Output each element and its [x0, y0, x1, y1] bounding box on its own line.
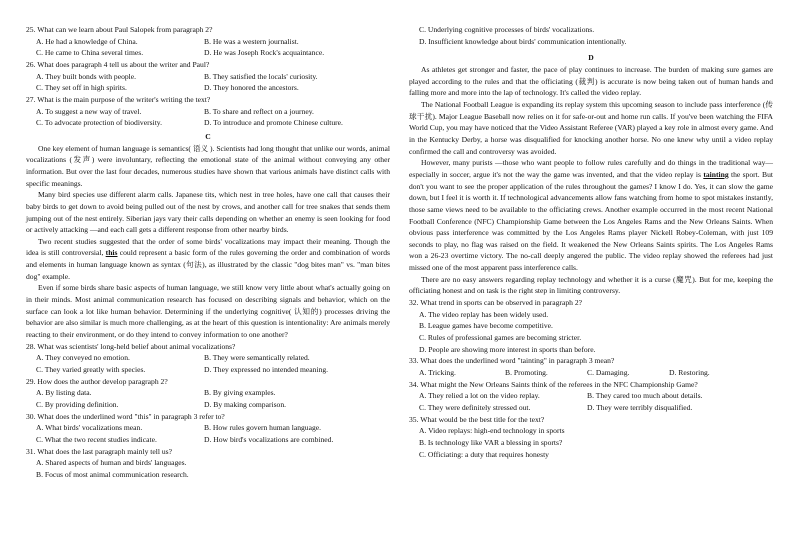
option-d: D. They honored the ancestors. [204, 83, 299, 93]
options-row [26, 71, 390, 83]
option-a: A. What birds' vocalizations mean. [36, 423, 143, 433]
option-d: D. People are showing more interest in sports than before. [419, 344, 596, 354]
option-b: B. By giving examples. [204, 388, 276, 398]
option-c: C. They were definitely stressed out. [419, 403, 531, 412]
question-stem: 30. What does the underlined word "this" in paragraph 3 refer to? [26, 411, 225, 421]
question-stem: 33. What does the underlined word "tainting" in paragraph 3 mean? [409, 356, 615, 366]
option-c: C. Underlying cognitive processes of birds' vocalizations. [419, 25, 595, 34]
option-c: C. They varied greatly with species. [36, 365, 146, 375]
options-row [26, 47, 390, 59]
options-row [26, 399, 390, 411]
option-b: B. They cared too much about details. [587, 391, 703, 401]
options-row [409, 402, 773, 414]
option-b: B. To share and reflect on a journey. [204, 106, 314, 116]
question-stem: 34. What might the New Orleans Saints think of the referees in the NFC Championship Game? [409, 379, 698, 389]
option-d: D. They were terribly disqualified. [587, 403, 693, 412]
question-stem: 31. What does the last paragraph mainly tell us? [26, 446, 172, 456]
option-a: A. The video replay has been widely used. [419, 309, 549, 319]
passage-paragraph: Many bird species use different alarm calls. Japanese tits, which nest in tree holes, have one call that causes their baby birds to get down to avoid being pulled out of the nest by crows, and another call for tree snakes that sends them jumping out of the nest entirely. Siberian jays vary their calls depending on whether an enemy is seen looking for food or actively attacking —and each call gets a different response from other nearby birds. [26, 190, 390, 235]
option-c: C. They set off in high spirits. [36, 83, 127, 93]
passage-text: However, many purists —those who want people to follow rules carefully and do things in the traditional way—especially in soccer, argue it's not the way the game was invented, and that the video replay is [409, 158, 773, 179]
options-row [26, 434, 390, 446]
option-b: B. He was a western journalist. [204, 36, 299, 46]
option-b: B. League games have become competitive. [419, 321, 553, 331]
options-row [26, 106, 390, 118]
option-b: B. They satisfied the locals' curiosity. [204, 71, 318, 81]
option-b: B. How rules govern human language. [204, 423, 322, 433]
question-stem: 26. What does paragraph 4 tell us about the writer and Paul? [26, 59, 210, 69]
option-c: C. By providing definition. [36, 400, 119, 409]
passage-paragraph: The National Football League is expanding its replay system this upcoming season to include pass interference (传球干扰). Major League Baseball now relies on it for safe-or-out and home run calls. If you've been watching the FIFA World Cup, you may have noticed that the Video Assistant Referee (VAR) played a key role in almost every game. And in the Kentucky Derby, a horse was disqualified for knocking another horse. No one knew why until a video replay confirmed the call and controversy was avoided. [409, 99, 773, 156]
option-c: C. What the two recent studies indicate. [36, 434, 157, 444]
left-column [26, 24, 390, 481]
underlined-word: tainting [703, 169, 729, 179]
option-a: A. Video replays: high-end technology in sports [419, 426, 565, 436]
options-row [26, 364, 390, 376]
passage-text: could represent a basic form of the rules governing the order and combination of words and elements in human language known as syntax (句法), as illustrated by the classic "dog bites man" vs. "man bites dog" example. [26, 248, 391, 281]
question-stem: 35. What would be the best title for the text? [409, 414, 545, 424]
option-d: D. He was Joseph Rock's acquaintance. [204, 48, 325, 58]
right-column [409, 24, 773, 460]
option-c: C. To advocate protection of biodiversity. [36, 118, 163, 128]
option-b: B. Promoting. [505, 368, 548, 378]
passage-text: Two recent studies suggested that the order of some birds' vocalizations may impact their meaning. Though the idea is still controversial, [26, 236, 390, 258]
question-stem: 27. What is the main purpose of the writer's writing the text? [26, 94, 211, 104]
options-row [26, 352, 390, 364]
options-row [26, 387, 390, 399]
option-b: B. They were semantically related. [204, 353, 310, 363]
options-row [26, 422, 390, 434]
option-c: C. He came to China several times. [36, 48, 144, 58]
question-stem: 29. How does the author develop paragraph 2? [26, 376, 168, 386]
option-a: A. They relied a lot on the video replay. [419, 391, 540, 401]
question-stem: 28. What was scientists' long-held belief about animal vocalizations? [26, 341, 236, 351]
options-row [409, 390, 773, 402]
option-a: A. Shared aspects of human and birds' languages. [36, 458, 187, 468]
option-d: D. To introduce and promote Chinese culture. [204, 118, 343, 128]
options-row [26, 36, 390, 48]
options-row [409, 367, 773, 379]
option-c: C. Officiating: a duty that requires honesty [419, 449, 549, 459]
option-a: A. They built bonds with people. [36, 71, 137, 81]
option-a: A. By listing data. [36, 388, 92, 398]
question-stem: 32. What trend in sports can be observed in paragraph 2? [409, 298, 582, 308]
passage-paragraph: One key element of human language is semantics( 语义 ). Scientists had long thought that unlike our words, animal vocalizations (发声) were involuntary, reflecting the emotional state of the animal without conveying any other information. But over the last four decades, numerous studies have shown that various animals have distinct calls with specific meanings. [26, 143, 390, 188]
option-d: D. Insufficient knowledge about birds' communication intentionally. [419, 36, 627, 46]
option-a: A. To suggest a new way of travel. [36, 106, 142, 116]
option-d: D. They expressed no intended meaning. [204, 365, 329, 375]
passage-paragraph: As athletes get stronger and faster, the pace of play continues to increase. The burden of making sure games are played according to the rules and that the officiating (裁判) is accurate is now being taken out of human hands and falling more and more into the lap of technology. It's called the video replay. [409, 64, 773, 98]
option-a: A. Tricking. [419, 368, 456, 378]
option-b: B. Focus of most animal communication research. [36, 469, 189, 479]
option-a: A. They conveyed no emotion. [36, 353, 130, 363]
options-row [26, 82, 390, 94]
passage-paragraph: There are no easy answers regarding replay technology and whether it is a curse (魔咒). But for me, keeping the officiating honest and on task is the right step in limiting controversy. [409, 274, 773, 296]
passage-text: the sport. But don't you want to see the proper application of the rules throughout the games? I know I do. Yes, it can slow the game down, but I feel it is worth it. If technological advancements allow fans watching from home to spot mistakes instantly, those same views need to be available to the officiating crews. Another example occurred in the most recent National Football Conference (NFC) Championship Game between the Los Angeles Rams and the New Orleans Saints. When obvious pass interference was committed by the Los Angeles Rams player Nickell Robey-Coleman, with just 109 seconds to play, no flag was raised on the field. It weakened the New Orleans Saints spirits. The Los Angeles Rams won a 26-23 overtime victory. The no-call deeply angered the public. The video replay showed the referees had just missed one of the most apparent pass interference calls. [409, 169, 773, 273]
option-b: B. Is technology like VAR a blessing in sports? [419, 437, 563, 447]
passage-paragraph [26, 236, 390, 283]
option-d: D. Restoring. [669, 368, 710, 378]
option-d: D. By making comparison. [204, 400, 287, 409]
question-stem: 25. What can we learn about Paul Salopek from paragraph 2? [26, 25, 213, 34]
passage-paragraph [409, 157, 773, 274]
option-c: C. Damaging. [587, 368, 630, 378]
option-d: D. How bird's vocalizations are combined. [204, 434, 334, 444]
section-heading-d: D [588, 53, 594, 63]
option-c: C. Rules of professional games are becoming stricter. [419, 333, 582, 343]
options-row [26, 117, 390, 129]
option-a: A. He had a knowledge of China. [36, 36, 138, 46]
section-heading-c: C [205, 131, 211, 141]
underlined-word: this [105, 248, 118, 258]
passage-paragraph: Even if some birds share basic aspects of human language, we still know very little about what's actually going on in their minds. Most animal communication research has focused on describing signals and behavior, which on the surface can look a lot like human behavior. Determining if the underlying cognitive( 认知的) processes driving the behavior are also similar is much more challenging, as at the heart of this question is intentionality: Are animals merely reacting to their environment, or do they intend to convey information to one another? [26, 283, 390, 340]
